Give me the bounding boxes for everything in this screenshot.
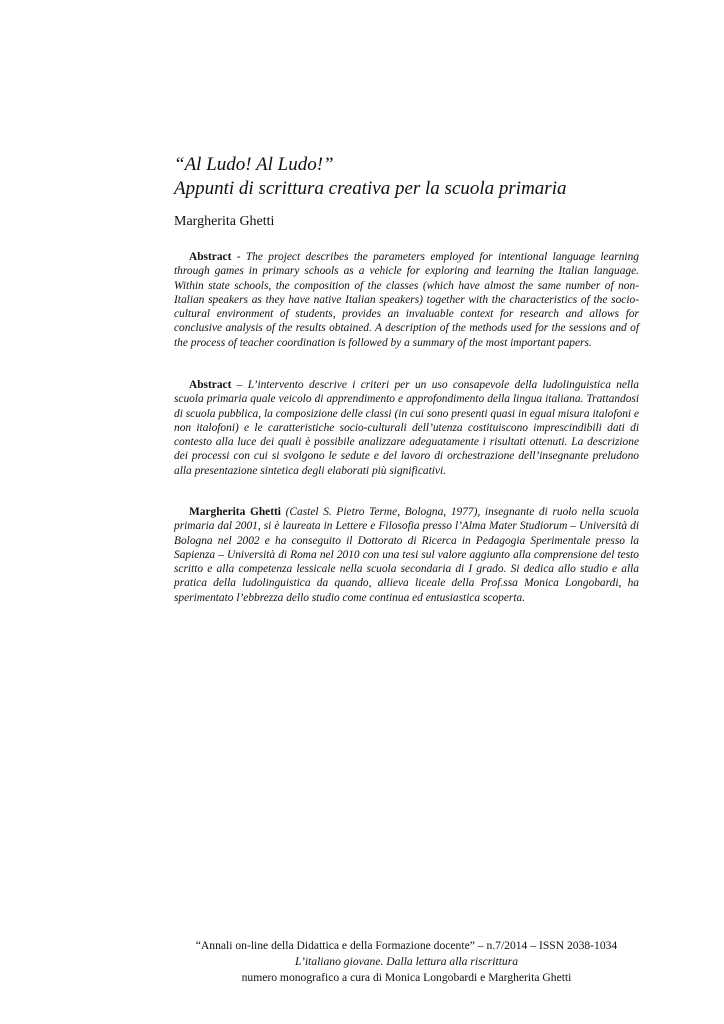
footer-journal: “Annali on-line della Didattica e della Formazione docente” – n.7/2014 – ISSN 2038-1034 [195,939,618,952]
abstract-text: L’intervento descrive i criteri per un uso consapevole della ludolinguistica nella scuola primaria quale veicolo di apprendimento e approfondimento della lingua italiana. Trattandosi di scuola pubblica, la composizione delle classi (in cui sono presenti quasi in egual misura italofoni e non italofoni) e le caratteristiche socio-culturali dell’utenza costituiscono imprescindibili dati di contesto alla luce dei quali è possibile analizzare adeguatamente i risultati ottenuti. La descrizione dei processi con cui si svolgono le sedute e del lavoro di orchestrazione dell’insegnante preludono alla presentazione sintetica degli elaborati più significativi. [174,379,639,477]
page-footer [174,938,639,986]
title-line-2: Appunti di scrittura creativa per la scuola primaria [174,178,567,199]
abstract-separator: - [231,251,246,263]
footer-editors: numero monografico a cura di Monica Longobardi e Margherita Ghetti [241,971,572,984]
abstract-label: Abstract [189,379,232,391]
bio-name: Margherita Ghetti [189,506,281,518]
author-bio [174,505,639,605]
author-name: Margherita Ghetti [174,214,275,229]
bio-text: (Castel S. Pietro Terme, Bologna, 1977), insegnante di ruolo nella scuola primaria dal 2001, si è laureata in Lettere e Filosofia presso l’Alma Mater Studiorum – Università di Bologna nel 2002 e ha conseguito il Dottorato di Ricerca in Pedagogia Sperimentale presso la Sapienza – Università di Roma nel 2010 con una tesi sul valore aggiunto alla comprensione del testo scritto e alla competenza lessicale nella scuola secondaria di I grado. Si dedica allo studio e alla pratica della ludolinguistica da quando, allieva liceale della Prof.ssa Monica Longobardi, ha sperimentato l’ebbrezza dello studio come continua ed entusiastica scoperta. [174,506,639,604]
abstract-text: The project describes the parameters employed for intentional language learning through games in primary schools as a vehicle for exploring and learning the Italian language. Within state schools, the composition of the classes (which have almost the same number of non-Italian speakers as they have native Italian speakers) together with the characteristics of the socio-cultural environment of students, provides an invaluable context for research and allows for conclusive analysis of the results obtained. A description of the methods used for the sessions and of the process of teacher coordination is followed by a summary of the most important papers. [174,251,639,349]
abstract-italian [174,378,639,478]
abstract-english [174,250,639,350]
title-line-1: “Al Ludo! Al Ludo!” [174,154,334,175]
abstract-label: Abstract [189,251,232,263]
abstract-separator: – [231,379,248,391]
article-title [174,153,674,201]
footer-issue-title: L’italiano giovane. Dalla lettura alla riscrittura [294,955,519,968]
